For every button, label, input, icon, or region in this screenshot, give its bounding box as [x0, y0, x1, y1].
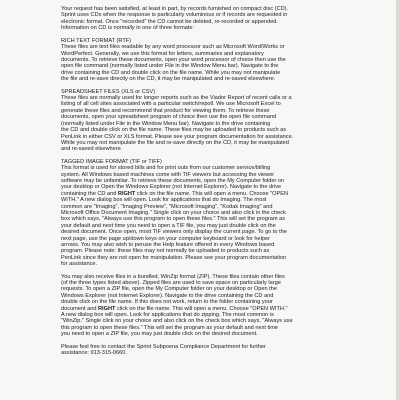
tiff-body-emphasis: RIGHT	[117, 190, 136, 197]
zip-paragraph	[61, 274, 351, 338]
tiff-body-text-1: This format is used for stored bills and for print outs from our customer service/billing system. All Windows based machines come with TIF viewers but accessing the viewer software may be unfamiliar. To retrieve these documents, open the My Computer folder on your desktop or Open the Windows Explorer (not Internet Explorer). Navigate to the drive containing the CD and	[61, 165, 285, 197]
zip-emphasis: RIGHT	[98, 305, 116, 312]
section-heading-spreadsheet: SPREADSHEET FILES (XLS or CSV)	[61, 88, 156, 95]
section-spreadsheet	[61, 89, 351, 153]
section-body-tiff	[61, 165, 351, 268]
section-tiff	[61, 159, 351, 268]
section-heading-tiff: TAGGED IMAGE FORMAT (TIF or TIFF)	[61, 158, 162, 165]
intro-paragraph: Your request has been satisfied, at least in part, by records furnished on compact disc (CD). Sprint uses CDs when the response is particularly voluminous or if records are requested in electronic format. Once "recorded" the CD cannot be deleted, re-recorded or appended. Information on CD is normally in one of three formats:	[61, 6, 289, 32]
section-rtf	[61, 38, 351, 83]
section-heading-rtf: RICH TEXT FORMAT (RTF)	[61, 37, 132, 44]
closing-paragraph: Please feel free to contact the Sprint Subpoena Compliance Department for further assistance: 913-315-0660.	[61, 343, 266, 357]
tiff-body-text-2: click on the file name. This will open a menu. Choose "OPEN WITH." A new dialog box will open. Look for applications that do Imaging. The most common are "Imaging", "Imaging Preview", "Microsoft Imaging", "Kodak Imaging" and Microsoft Office Document Imaging." Single click on your choice and also click in the check box which says, "Always use this program to open these files." This will set the program as your default and next time you need to open a TIF file, you may just double click on the desired document. Once open, most TIF viewers only display the current page. To go to the next page, use the page up/down keys on your computer keyboard or look for helper arrows. You may also wish to peruse the Help feature offered in every Windows based program. Please note: these files may not normally be uploaded to products such as PenLink since they are not open for manipulation. Please see your program documentation for assistance.	[61, 190, 289, 268]
zip-text-2: click on the file name. This will open a menu. Choose "OPEN WITH." A new dialog box will open. Look for applications that do zipping. The most common is "WinZip." Single click on your choice and also click on the check box which says, "Always use this program to open these files." This will set the program as your default and next time you need to open a ZIP file, you may just double click on the desired document.	[61, 305, 293, 338]
document-body	[61, 6, 351, 363]
section-body-spreadsheet: These files are normally used for longer reports such as the Viador Report of recent calls or a listing of all cell sites associated with a particular switch/repoll. We use Microsoft Excel to generate these files and recommend that product for viewing them. To retrieve these documents, open your spreadsheet program of choice then use the open file command (normally listed under File in the Window Menu bar). Navigate to the drive containing the CD and double click on the file name. These files may be uploaded to products such as PenLink in either CSV or XLS format. Please see your program documentation for assistance. While you may not manipulate the file and re-save directly on the CD, it may be manipulated and re-saved elsewhere.	[61, 95, 294, 153]
zip-text-1: You may also receive files in a bundled, WinZip format (ZIP). These files contain other files (of the three types listed above). Zipped files are used to save space on particularly large requests. To open a ZIP file, open the My Computer folder on your desktop or Open the Windows Explorer (not Internet Explorer). Navigate to the drive containing the CD and double click on the file name. If this does not work, return to the folder containing your document and	[61, 273, 285, 312]
section-body-rtf: These files are text files readable by any word processor such as Microsoft Word/Works or WordPerfect. Generally, we use this format for letters, summaries and explanatory documents. To retrieve these documents, open your word processor of choice then use the open file command (normally listed under File in the Window Menu bar). Navigate to the drive containing the CD and double click on the file name. While you may not manipulate the file and re-save directly on the CD, it may be manipulated and re-saved elsewhere.	[61, 44, 286, 83]
scan-edge	[396, 0, 400, 400]
